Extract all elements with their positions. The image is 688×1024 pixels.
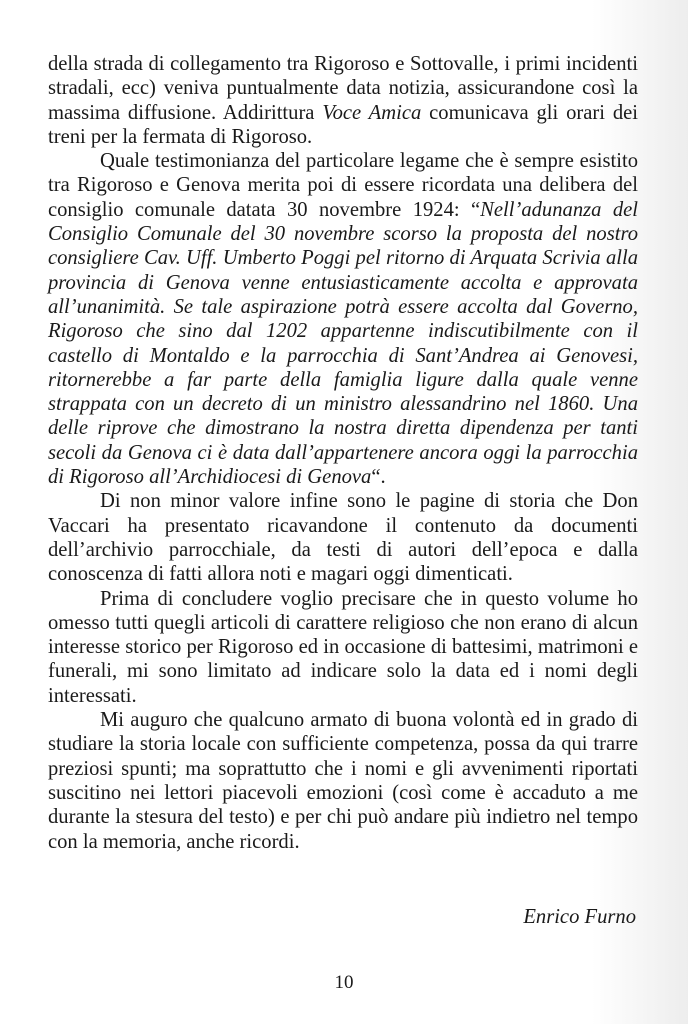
paragraph-5: Mi auguro che qualcuno armato di buona volontà ed in grado di studiare la storia locale con sufficiente competenza, possa da qui trarre preziosi spunti; ma soprattutto che i nomi e gli avvenimenti riportati suscitino nei lettori piacevoli emozioni (così come è accaduto a me durante la stesura del testo) e per chi può andare più indietro nel tempo con la memoria, anche ricordi. <box>48 709 638 853</box>
page-number: 10 <box>334 972 354 993</box>
body-text <box>48 52 638 854</box>
paragraph-2: Quale testimonianza del particolare legame che è sempre esistito tra Rigoroso e Genova merita poi di essere ricordata una delibera del consiglio comunale datata 30 novembre 1924: “Nell’adunanza del Consiglio Comunale del 30 novembre scorso la proposta del nostro consigliere Cav. Uff. Umberto Poggi pel ritorno di Arquata Scrivia alla provincia di Genova venne entusiasticamente accolta e approvata all’unanimità. Se tale aspirazione potrà essere accolta dal Governo, Rigoroso che sino dal 1202 appartenne indiscutibilmente con il castello di Montaldo e la parrocchia di Sant’Andrea ai Genovesi, ritornerebbe a far parte della famiglia ligure dalla quale venne strappata con un decreto di un ministro alessandrino nel 1860. Una delle riprove che dimostrano la nostra diretta dipendenza per tanti secoli da Genova ci è data dall’appartenere ancora oggi la parrocchia di Rigoroso all’Archidiocesi di Genova“. <box>48 150 638 489</box>
paragraph-4: Prima di concludere voglio precisare che in questo volume ho omesso tutti quegli articoli di carattere religioso che non erano di alcun interesse storico per Rigoroso ed in occasione di battesimi, matrimoni e funerali, mi sono limitato ad indicare solo la data ed i nomi degli interessati. <box>48 587 638 707</box>
paragraph-3: Di non minor valore infine sono le pagine di storia che Don Vaccari ha presentato ricavandone il contenuto da documenti dell’archivio parrocchiale, da testi di autori dell’epoca e dalla conoscenza di fatti allora noti e magari oggi dimenticati. <box>48 490 638 586</box>
author-signature: Enrico Furno <box>523 906 636 928</box>
paragraph-1: della strada di collegamento tra Rigoroso e Sottovalle, i primi incidenti stradali, ecc) veniva puntualmente data notizia, assicurandone così la massima diffusione. Addirittura Voce Amica comunicava gli orari dei treni per la fermata di Rigoroso. <box>48 53 639 148</box>
quoted-deliberation: Nell’adunanza del Consiglio Comunale del 30 novembre scorso la proposta del nostro consigliere Cav. Uff. Umberto Poggi pel ritorno di Arquata Scrivia alla provincia di Genova venne entusiasticamente accolta e approvata all’unanimità. Se tale aspirazione potrà essere accolta dal Governo, Rigoroso che sino dal 1202 appartenne indiscutibilmente con il castello di Montaldo e la parrocchia di Sant’Andrea ai Genovesi, ritornerebbe a far parte della famiglia ligure dalla quale venne strappata con un decreto di un ministro alessandrino nel 1860. Una delle riprove che dimostrano la nostra diretta dipendenza per tanti secoli da Genova ci è data dall’appartenere ancora oggi la parrocchia di Rigoroso all’Archidiocesi di Genova <box>48 198 638 489</box>
